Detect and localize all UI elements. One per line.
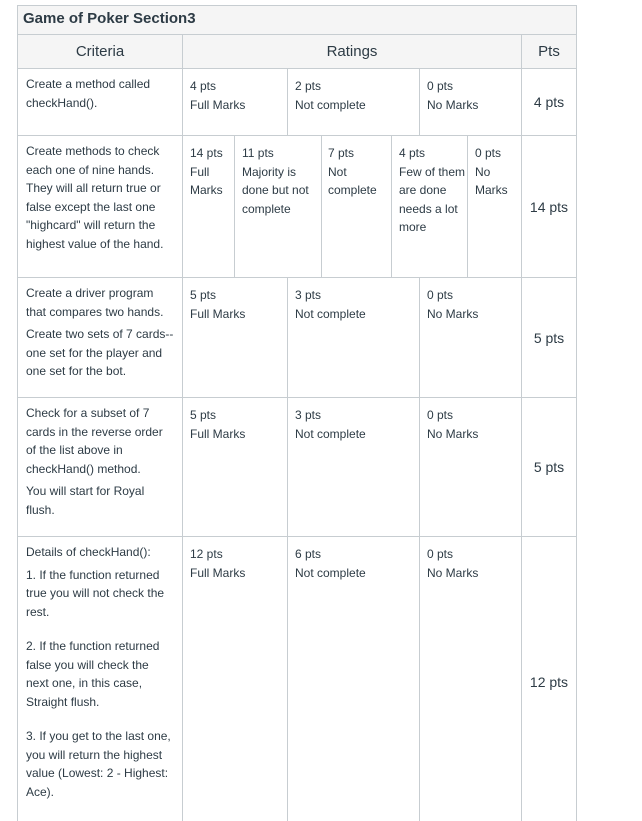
rating-description: Full Marks (190, 97, 246, 112)
rating-points: 2 pts (295, 79, 322, 93)
rating-description: Not complete (295, 306, 366, 321)
criterion-text: Create a method called checkHand(). (26, 77, 151, 110)
criterion-text: Create a driver program that compares two hands. (26, 286, 164, 319)
rating-description: No Marks (427, 306, 479, 321)
table-row (18, 278, 576, 398)
criterion-description (18, 537, 183, 821)
rating-description: Full Marks (190, 164, 223, 197)
criterion-points: 14 pts (529, 198, 569, 215)
rating-points: 12 pts (190, 547, 223, 561)
criterion-description (18, 278, 183, 397)
rating-option (183, 398, 288, 536)
ratings-cell (183, 398, 522, 536)
rating-points: 14 pts (190, 146, 223, 160)
rating-option (235, 136, 322, 277)
rating-description: Few of them are done needs a lot more (399, 164, 466, 234)
rating-description: No Marks (475, 164, 508, 197)
criterion-points: 4 pts (533, 94, 565, 110)
criterion-description (18, 69, 183, 135)
rating-points: 0 pts (427, 79, 454, 93)
rating-option (392, 136, 468, 277)
ratings-cell (183, 278, 522, 397)
criterion-text: Check for a subset of 7 cards in the reverse order of the list above in checkHand() method. (26, 406, 163, 476)
ratings-cell (183, 537, 522, 821)
table-row (18, 136, 576, 278)
rating-points: 0 pts (475, 146, 502, 160)
rating-option (288, 278, 420, 397)
rating-points: 4 pts (190, 79, 217, 93)
ratings-cell (183, 136, 522, 277)
rating-description: Not complete (295, 97, 366, 112)
criterion-text: You will start for Royal flush. (26, 484, 145, 517)
rating-option (420, 69, 521, 135)
rating-description: Full Marks (190, 565, 246, 580)
pts-header: Pts (538, 43, 560, 60)
rating-points: 3 pts (295, 408, 322, 422)
criteria-header: Criteria (18, 35, 183, 68)
criterion-points: 12 pts (529, 674, 569, 690)
rating-description: Not complete (295, 565, 366, 580)
rating-points: 7 pts (328, 146, 355, 160)
table-row (18, 537, 576, 821)
rating-option (183, 136, 235, 277)
criterion-text: Details of checkHand(): (26, 545, 151, 559)
rating-description: Not complete (328, 164, 377, 197)
rating-description: No Marks (427, 426, 479, 441)
rating-option (420, 537, 521, 821)
rating-option (288, 537, 420, 821)
rating-option (468, 136, 521, 277)
rating-description: Full Marks (190, 426, 246, 441)
rating-points: 0 pts (427, 288, 454, 302)
rating-points: 5 pts (190, 288, 217, 302)
criterion-text: 3. If you get to the last one, you will return the highest value (Lowest: 2 - Highest: Ace). (26, 729, 171, 799)
rubric-table (17, 5, 577, 821)
rating-points: 6 pts (295, 547, 322, 561)
criterion-description (18, 136, 183, 277)
table-row (18, 398, 576, 537)
rating-points: 3 pts (295, 288, 322, 302)
table-row (18, 69, 576, 136)
rating-description: Not complete (295, 426, 366, 441)
rating-description: Full Marks (190, 306, 246, 321)
rating-description: No Marks (427, 565, 479, 580)
rating-points: 4 pts (399, 146, 426, 160)
rating-description: No Marks (427, 97, 479, 112)
criterion-points: 5 pts (533, 329, 565, 346)
rating-option (420, 278, 521, 397)
rubric-header-row (18, 35, 576, 69)
criterion-text: 1. If the function returned true you will not check the rest. (26, 567, 165, 619)
rating-option (183, 537, 288, 821)
rating-points: 11 pts (242, 146, 274, 160)
rating-option (288, 398, 420, 536)
criterion-description (18, 398, 183, 536)
rating-option (288, 69, 420, 135)
rating-option (183, 278, 288, 397)
rating-option (322, 136, 392, 277)
rating-points: 0 pts (427, 547, 454, 561)
ratings-header: Ratings (183, 35, 522, 68)
rating-points: 0 pts (427, 408, 454, 422)
rating-option (420, 398, 521, 536)
criterion-text: Create two sets of 7 cards--one set for the player and one set for the bot. (26, 327, 174, 378)
criterion-points: 5 pts (533, 459, 565, 475)
rubric-title: Game of Poker Section3 (18, 6, 576, 35)
rating-points: 5 pts (190, 408, 217, 422)
ratings-cell (183, 69, 522, 135)
criterion-text: Create methods to check each one of nine hands. They will all return true or false except the last one "highcard" will return the highest value of the hand. (26, 144, 164, 251)
criterion-text: 2. If the function returned false you will check the next one, in this case, Straight flush. (26, 639, 160, 709)
rating-description: Majority is done but not complete (242, 164, 309, 216)
rating-option (183, 69, 288, 135)
